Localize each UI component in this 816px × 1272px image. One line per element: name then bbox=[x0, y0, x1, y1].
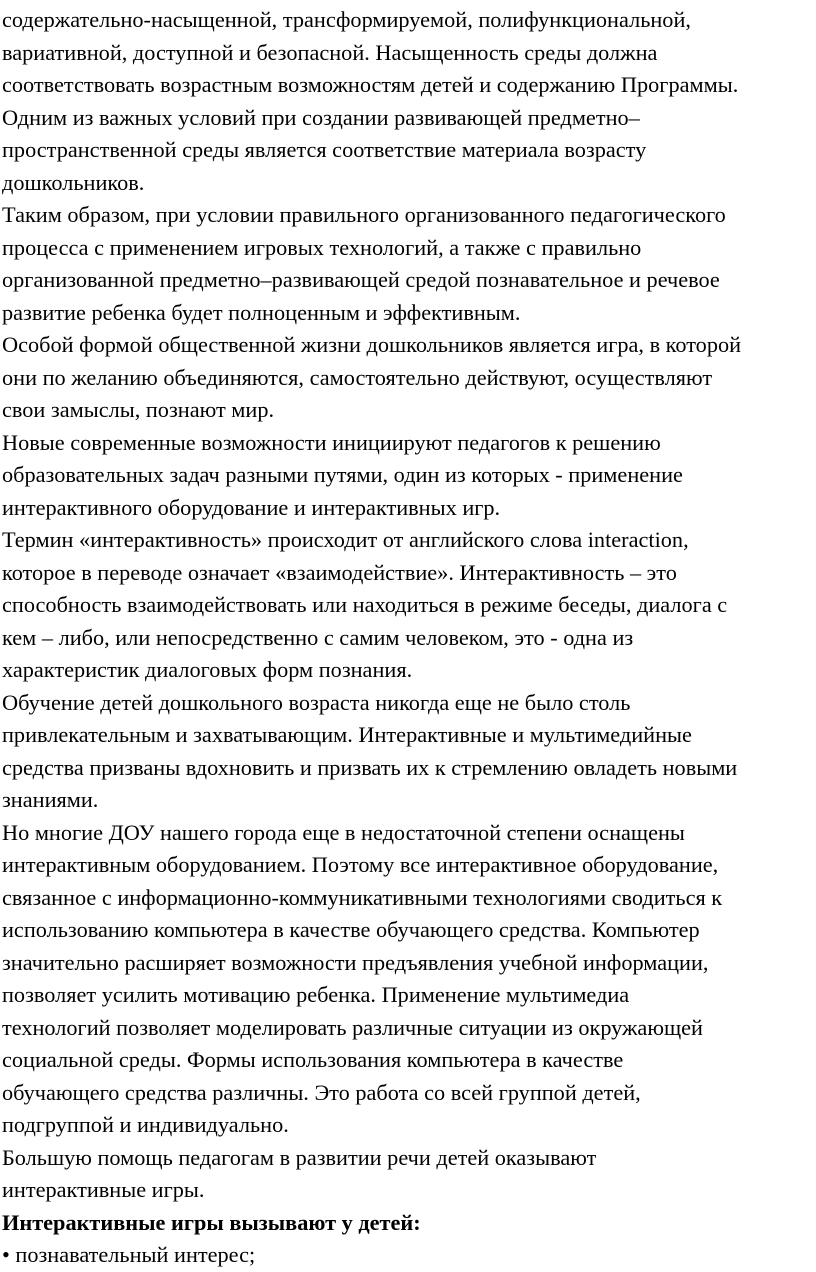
text-line: интерактивные игры. bbox=[2, 1177, 205, 1202]
text-line: процесса с применением игровых технологий, а также с правильно bbox=[2, 234, 642, 260]
text-line: они по желанию объединяются, самостоятельно действуют, осуществляют bbox=[2, 364, 713, 390]
paragraph-environment bbox=[2, 4, 816, 199]
text-line: значительно расширяет возможности предъявления учебной информации, bbox=[2, 949, 709, 975]
text-line: соответствовать возрастным возможностям детей и содержанию Программы. bbox=[2, 72, 739, 97]
text-line: свои замыслы, познают мир. bbox=[2, 397, 275, 422]
text-line: содержательно-насыщенной, трансформируемой, полифункциональной, bbox=[2, 7, 691, 32]
text-line: технологий позволяет моделировать различные ситуации из окружающей bbox=[2, 1014, 703, 1040]
text-line: кем – либо, или непосредственно с самим человеком, это - одна из bbox=[2, 624, 634, 650]
paragraph-learning bbox=[2, 687, 816, 817]
text-line: образовательных задач разными путями, один из которых - применение bbox=[2, 462, 683, 487]
text-line: социальной среды. Формы использования компьютера в качестве bbox=[2, 1047, 624, 1072]
text-line: организованной предметно–развивающей средой познавательное и речевое bbox=[2, 267, 720, 292]
text-line: Обучение детей дошкольного возраста никогда еще не было столь bbox=[2, 689, 631, 715]
list-item: • познавательный интерес; bbox=[2, 1242, 256, 1267]
text-line: вариативной, доступной и безопасной. Насыщенность среды должна bbox=[2, 39, 658, 65]
text-line: пространственной среды является соответствие материала возрасту bbox=[2, 137, 647, 162]
text-line: развитие ребенка будет полноценным и эффективным. bbox=[2, 299, 521, 325]
text-line: Новые современные возможности инициируют педагогов к решению bbox=[2, 429, 661, 455]
text-line: дошкольников. bbox=[2, 169, 145, 195]
text-line: характеристик диалоговых форм познания. bbox=[2, 657, 413, 682]
paragraph-new-opportunities bbox=[2, 427, 816, 525]
paragraph-play bbox=[2, 329, 816, 427]
text-line: способность взаимодействовать или находиться в режиме беседы, диалога с bbox=[2, 592, 728, 617]
text-line: подгруппой и индивидуально. bbox=[2, 1112, 289, 1137]
heading-interactive-games: Интерактивные игры вызывают у детей: bbox=[2, 1209, 421, 1235]
text-line: связанное с информационно-коммуникативными технологиями сводиться к bbox=[2, 884, 723, 910]
paragraph-interactivity-term bbox=[2, 524, 816, 687]
text-line: использованию компьютера в качестве обучающего средства. Компьютер bbox=[2, 917, 700, 942]
text-line: Термин «интерактивность» происходит от английского слова interaction, bbox=[2, 527, 689, 552]
text-line: интерактивного оборудование и интерактивных игр. bbox=[2, 494, 501, 520]
text-line: Большую помощь педагогам в развитии речи детей оказывают bbox=[2, 1144, 597, 1170]
text-line: Но многие ДОУ нашего города еще в недостаточной степени оснащены bbox=[2, 819, 685, 845]
text-line: Таким образом, при условии правильного организованного педагогического bbox=[2, 202, 726, 227]
text-line: интерактивным оборудованием. Поэтому все интерактивное оборудование, bbox=[2, 852, 719, 877]
text-line: средства призваны вдохновить и призвать их к стремлению овладеть новыми bbox=[2, 754, 738, 780]
paragraph-interactive-games bbox=[2, 1142, 816, 1207]
text-line: обучающего средства различны. Это работа со всей группой детей, bbox=[2, 1079, 641, 1105]
bullet-list bbox=[2, 1239, 816, 1272]
text-line: позволяет усилить мотивацию ребенка. Применение мультимедиа bbox=[2, 982, 630, 1007]
text-line: знаниями. bbox=[2, 787, 99, 812]
text-line: Особой формой общественной жизни дошкольников является игра, в которой bbox=[2, 332, 742, 357]
paragraph-equipment bbox=[2, 817, 816, 1142]
paragraph-conclusion bbox=[2, 199, 816, 329]
text-line: которое в переводе означает «взаимодействие». Интерактивность – это bbox=[2, 559, 677, 585]
text-line: Одним из важных условий при создании развивающей предметно– bbox=[2, 104, 640, 130]
section-heading bbox=[2, 1207, 816, 1240]
text-line: привлекательным и захватывающим. Интерактивные и мультимедийные bbox=[2, 722, 692, 747]
